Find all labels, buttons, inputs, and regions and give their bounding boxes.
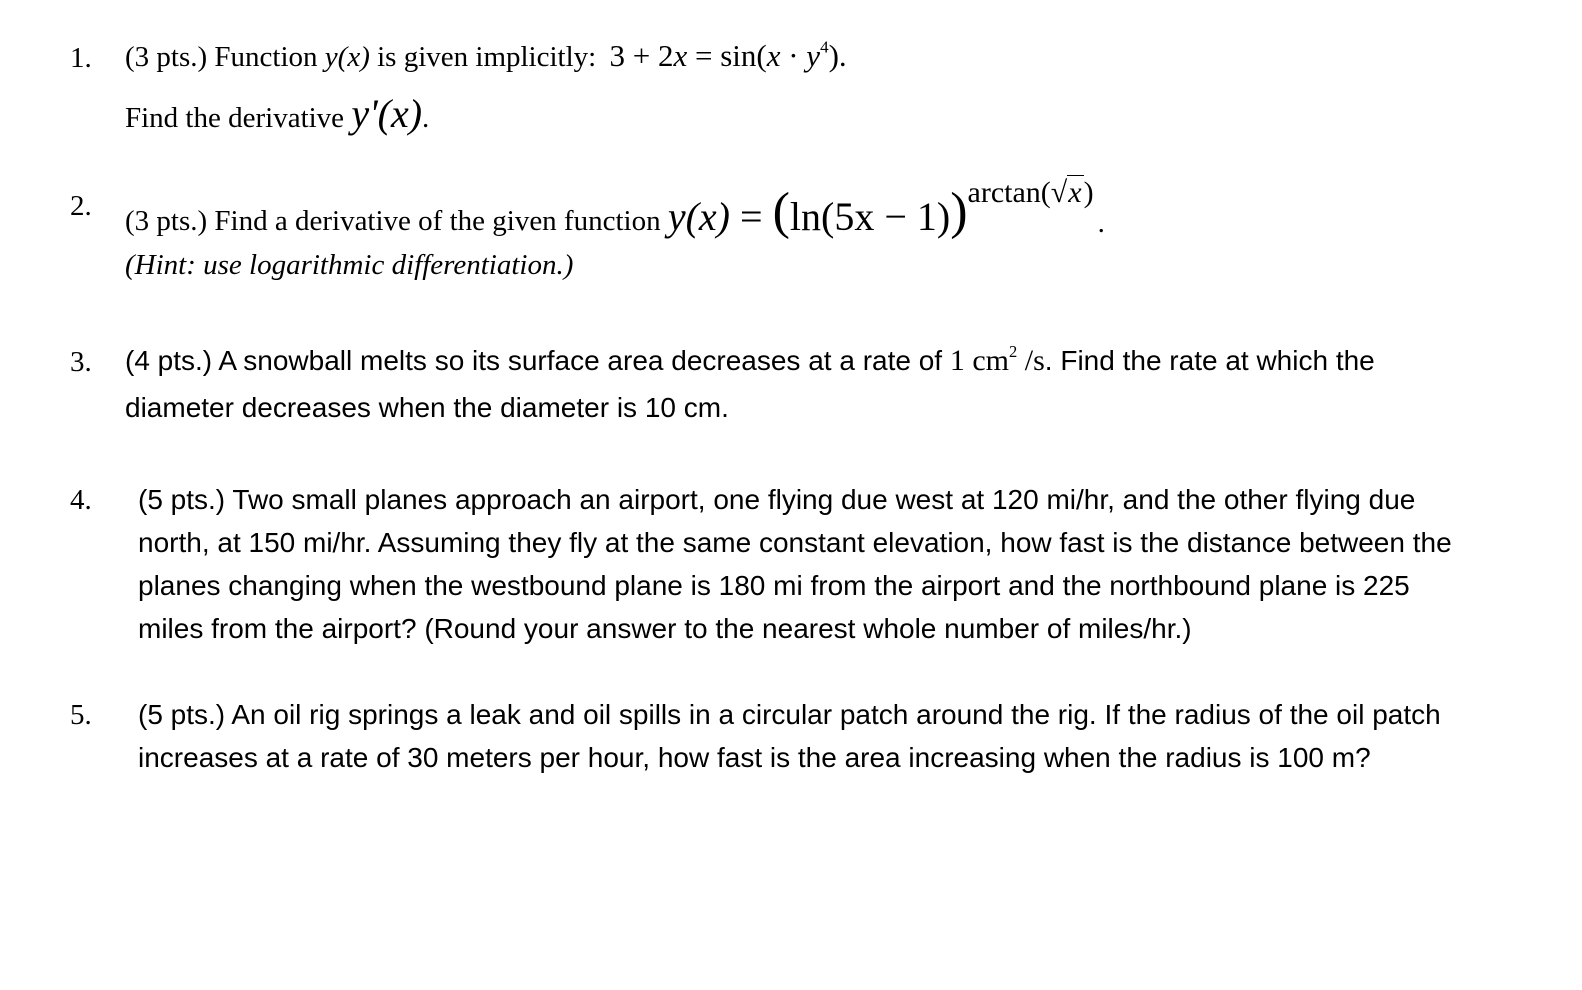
text-line: north, at 150 mi/hr. Assuming they fly at the same constant elevation, how fast is the distance between the [138,527,1452,558]
problem-number: 2. [70,190,92,222]
function-name: y(x) [667,194,730,239]
points: (4 pts.) [125,345,213,376]
text-line: (5 pts.) Two small planes approach an airport, one flying due west at 120 mi/hr, and the other flying due [138,484,1416,515]
text: Find a derivative of the given function [214,205,668,237]
points: (3 pts.) [125,41,208,73]
equals: = [730,194,773,239]
open-paren: ( [772,183,790,240]
function-name: y(x) [324,41,370,73]
problem-1-line-1 [125,37,847,73]
text: A snowball melts so its surface area decreases at a rate of [218,345,950,376]
text: Function [214,41,325,73]
text-line: miles from the airport? (Round your answer to the nearest whole number of miles/hr.) [138,613,1192,644]
problem-4-text [138,478,1452,650]
problem-3-line-2: diameter decreases when the diameter is 10 cm. [125,392,729,423]
text: Find the derivative [125,102,352,134]
points: (3 pts.) [125,205,208,237]
implicit-equation: $3 + 2x = \sin(x \cdot y^4)$. [609,37,847,73]
problem-3-line-1 [125,341,1375,377]
hint-text: (Hint: use logarithmic differentiation.) [125,249,574,281]
inner-function: ln(5x − 1) [789,194,951,239]
problem-number: 1. [70,42,92,74]
sqrt-symbol: √ [1050,176,1068,209]
text-line: (5 pts.) An oil rig springs a leak and oil spills in a circular patch around the rig. If the radius of the oil patch [138,699,1441,730]
close-paren: ) [950,183,968,240]
problem-5-text [138,693,1441,779]
text: is given implicitly: [369,41,597,73]
text: . Find the rate at which the [1044,345,1375,376]
problem-number: 4. [70,484,92,516]
problem-1-line-2: Find the derivative y'(x). [125,91,430,136]
problem-number: 5. [70,699,92,731]
derivative-notation: y'(x) [351,91,423,136]
text-line: planes changing when the westbound plane is 180 mi from the airport and the northbound plane is 225 [138,570,1410,601]
exponent: arctan(√x) [967,176,1094,209]
problem-number: 3. [70,346,92,378]
problem-2-line-1: (3 pts.) Find a derivative of the given function y(x) = (ln(5x − 1))arctan(√x). [125,176,1105,240]
text-line: increases at a rate of 30 meters per hour, how fast is the area increasing when the radius is 100 m? [138,742,1371,773]
rate-value: 1 $cm^2$ /s [949,341,1045,377]
